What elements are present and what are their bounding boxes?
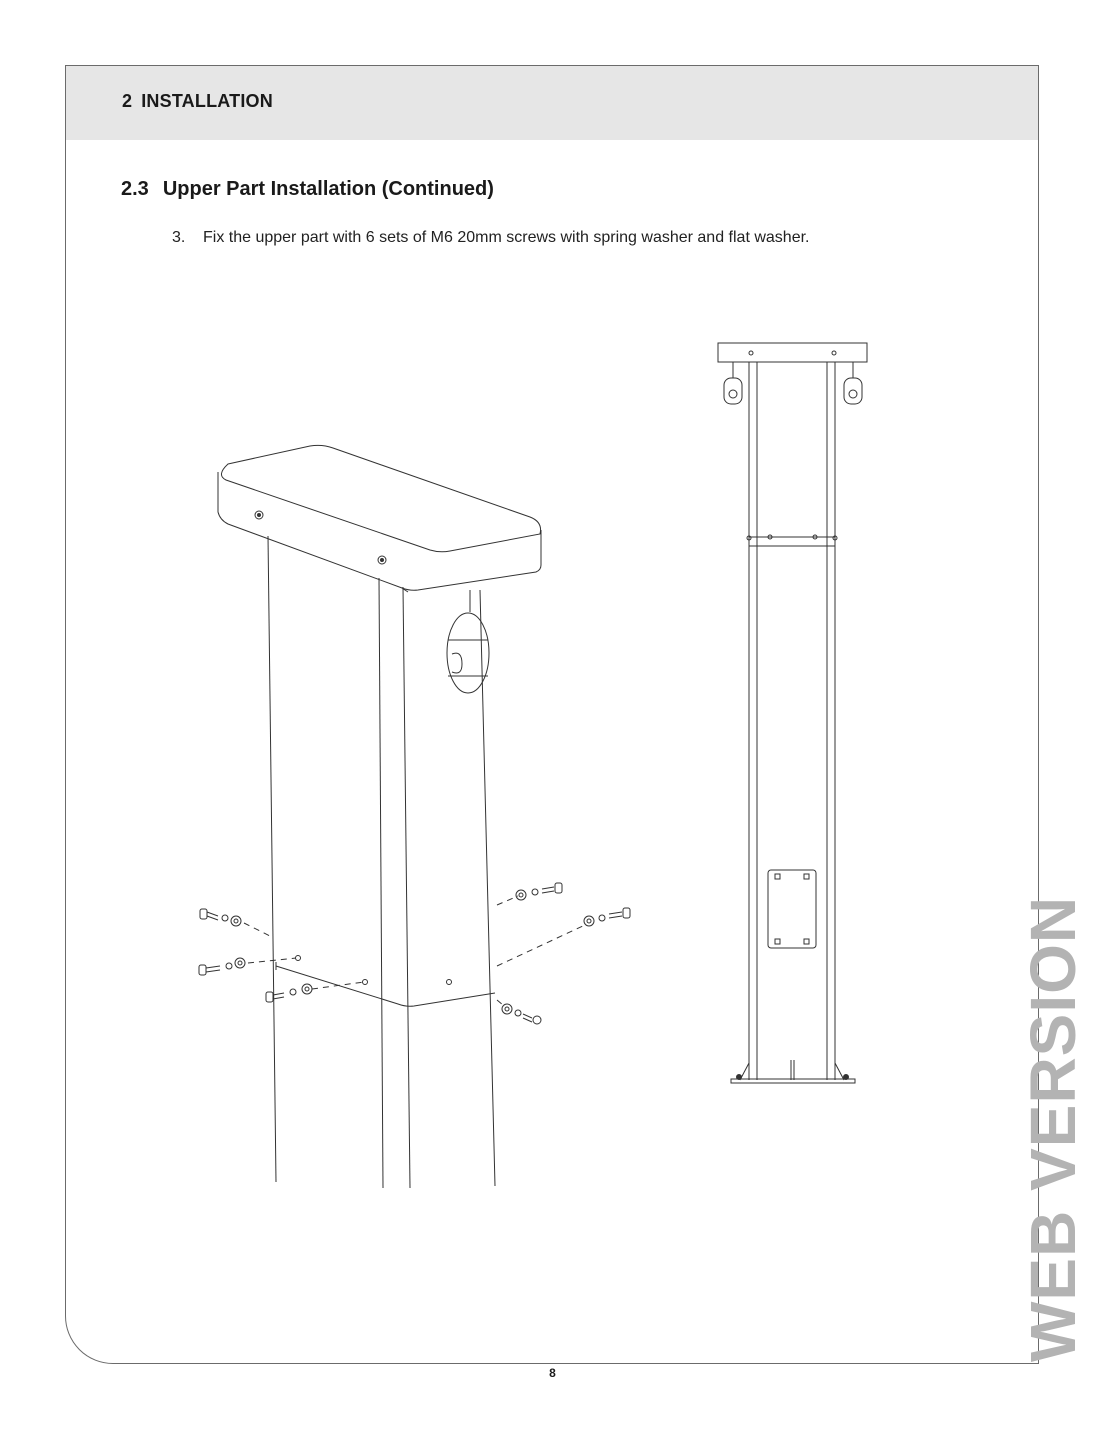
- chapter-title: INSTALLATION: [141, 91, 273, 111]
- screw-set: [584, 908, 630, 926]
- post-perspective-illustration: [199, 445, 630, 1188]
- screw-set: [199, 958, 245, 975]
- step-text: Fix the upper part with 6 sets of M6 20mm screws with spring washer and flat washer.: [203, 229, 810, 246]
- screw-set: [516, 883, 562, 900]
- section-number: 2.3: [121, 178, 149, 200]
- step-number: 3.: [172, 229, 186, 246]
- access-panel: [768, 870, 816, 948]
- top-cap: [718, 343, 867, 362]
- chapter-number: 2: [122, 91, 133, 111]
- cap-top-face: [221, 445, 540, 551]
- page-number: 8: [549, 1366, 556, 1380]
- section-title: Upper Part Installation (Continued): [162, 178, 494, 200]
- light-fixture: [724, 378, 742, 404]
- light-fixture: [447, 613, 489, 693]
- cap-front-face: [218, 472, 541, 590]
- base-plate: [731, 1079, 855, 1083]
- screw-set: [266, 984, 312, 1002]
- screw-set: [200, 909, 241, 926]
- post-front-view-illustration: [718, 343, 867, 1083]
- screw-set: [502, 1004, 541, 1024]
- web-version-watermark: WEB VERSION: [1017, 895, 1089, 1362]
- light-fixture: [844, 378, 862, 404]
